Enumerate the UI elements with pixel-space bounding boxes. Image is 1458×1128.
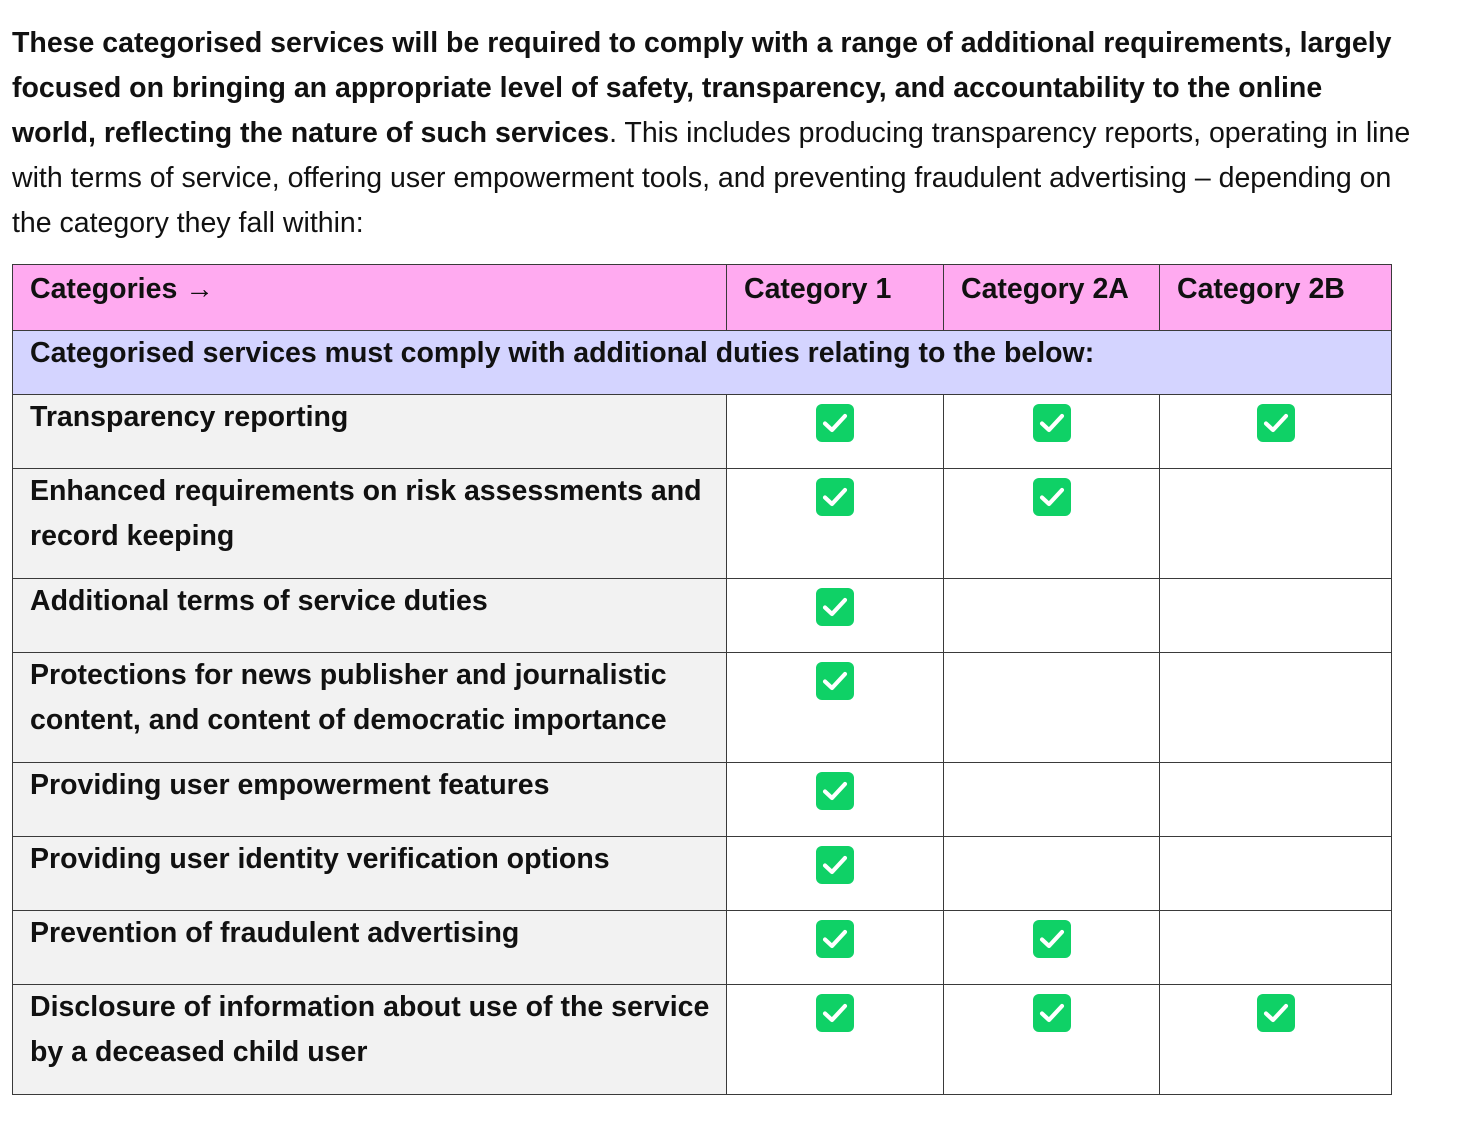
row-label: Providing user identity verification options [13,837,727,911]
header-label: Categories → [30,273,214,305]
categories-table [12,264,1392,1095]
checkmark-icon [816,994,854,1032]
checkmark-icon [816,478,854,516]
check-cell [944,837,1160,911]
check-cell [727,579,944,653]
check-cell [1160,469,1392,579]
checkmark-icon [816,662,854,700]
band-cell [13,331,1392,395]
checkmark-icon [816,404,854,442]
header-cell-category-2a [944,265,1160,331]
checkmark-icon [1033,478,1071,516]
checkmark-icon [1033,920,1071,958]
check-cell [1160,911,1392,985]
check-cell [1160,395,1392,469]
intro-plain-text: . This includes producing transparency reports, operating in line with terms of service, offering user empowerment tools, and preventing fraudulent advertising – depending on the category they fall within: [12,117,1411,239]
check-cell [1160,837,1392,911]
intro-bold-text: These categorised services will be required to comply with a range of additional requirements, largely focused on bringing an appropriate level of safety, transparency, and accountability to the online world, reflecting the nature of such services [12,27,1392,149]
check-cell [944,653,1160,763]
check-cell [1160,763,1392,837]
check-cell [727,985,944,1095]
checkmark-icon [816,772,854,810]
column-label: Category 2A [961,273,1129,305]
band-text: Categorised services must comply with additional duties relating to the below: [30,337,1095,369]
check-cell [944,763,1160,837]
check-cell [727,469,944,579]
row-label: Prevention of fraudulent advertising [13,911,727,985]
check-cell [1160,653,1392,763]
table-row [13,395,1392,469]
header-cell-category-2b [1160,265,1392,331]
header-cell-category-1 [727,265,944,331]
table-row [13,579,1392,653]
check-cell [727,653,944,763]
checkmark-icon [1033,404,1071,442]
row-label: Providing user empowerment features [13,763,727,837]
table-row [13,911,1392,985]
check-cell [944,469,1160,579]
check-cell [944,395,1160,469]
column-label: Category 2B [1177,273,1345,305]
table-row [13,763,1392,837]
table-row [13,653,1392,763]
table-row [13,837,1392,911]
check-cell [727,763,944,837]
row-label: Additional terms of service duties [13,579,727,653]
check-cell [1160,579,1392,653]
table-row [13,469,1392,579]
check-cell [727,837,944,911]
row-label: Enhanced requirements on risk assessments and record keeping [13,469,727,579]
checkmark-icon [816,588,854,626]
table-row [13,985,1392,1095]
row-label: Protections for news publisher and journalistic content, and content of democratic importance [13,653,727,763]
row-label: Disclosure of information about use of the service by a deceased child user [13,985,727,1095]
intro-paragraph [12,21,1412,246]
header-cell-categories [13,265,727,331]
check-cell [1160,985,1392,1095]
checkmark-icon [816,920,854,958]
check-cell [944,579,1160,653]
column-label: Category 1 [744,273,892,305]
checkmark-icon [816,846,854,884]
check-cell [944,911,1160,985]
band-row [13,331,1392,395]
check-cell [727,911,944,985]
header-row [13,265,1392,331]
check-cell [727,395,944,469]
check-cell [944,985,1160,1095]
checkmark-icon [1257,994,1295,1032]
checkmark-icon [1033,994,1071,1032]
row-label: Transparency reporting [13,395,727,469]
checkmark-icon [1257,404,1295,442]
